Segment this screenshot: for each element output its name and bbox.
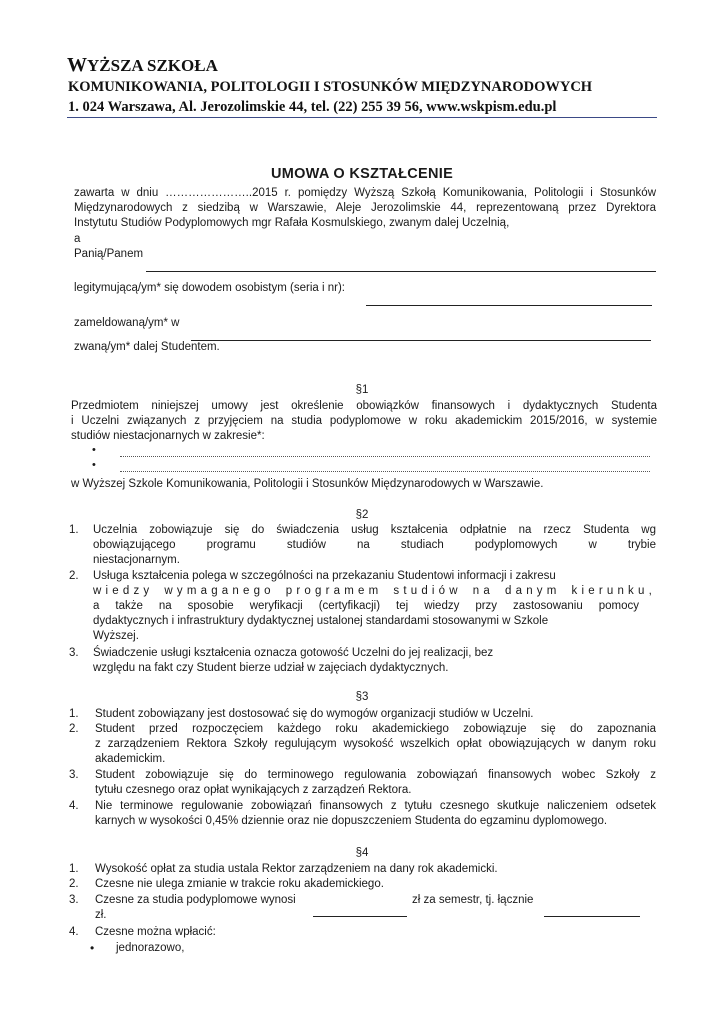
section-3-item-3-line-1: Student zobowiązuje się do terminowego regulowania zobowiązań finansowych wobec Szkoły z <box>95 769 656 781</box>
scope-field-2[interactable] <box>120 470 650 472</box>
intro-line-3: Instytutu Studiów Podyplomowych mgr Rafała Kosmulskiego, zwanym dalej Uczelnią, <box>74 217 510 229</box>
scope-field-1[interactable] <box>120 455 650 457</box>
intro-line-1: zawarta w dniu …………………..2015 r. pomiędzy Wyższą Szkołą Komunikowania, Politologii i Stosunków <box>74 187 656 199</box>
section-2-item-3-line-1: Świadczenie usługi kształcenia oznacza gotowość Uczelni do jej realizacji, bez <box>93 647 494 659</box>
section-3-item-1-line-1: Student zobowiązany jest dostosować się do wymogów organizacji studiów w Uczelni. <box>95 708 534 720</box>
section-2-item-2-line-5: Wyższej. <box>93 630 139 642</box>
section-4-item-1: Wysokość opłat za studia ustala Rektor zarządzeniem na dany rok akademicki. <box>95 863 498 875</box>
section-1-closing: w Wyższej Szkole Komunikowania, Politologii i Stosunków Międzynarodowych w Warszawie. <box>71 478 544 490</box>
section-2-item-1-line-2: obowiązującego programu studiów na studiach podyplomowych w trybie <box>93 539 656 551</box>
section-3-item-4-line-1: Nie terminowe regulowanie zobowiązań finansowych z tytułu czesnego skutkuje naliczeniem odsetek <box>95 800 656 812</box>
section-3-item-4-line-2: karnych w wysokości 0,45% dziennie oraz nie dopuszczeniem Studenta do egzaminu dyplomowego. <box>95 815 608 827</box>
section-2-item-2-line-3: a także na sposobie weryfikacji (certyfikacji) tej wiedzy przy zastosowaniu pomocy <box>93 600 639 612</box>
scope-bullet-1: • <box>92 444 96 456</box>
section-1-line-3: studiów niestacjonarnych w zakresie*: <box>71 430 265 442</box>
tuition-semester-label: zł za semestr, tj. łącznie <box>412 894 534 906</box>
party-name-field[interactable] <box>146 260 656 272</box>
section-1-line-2: i Uczelni związanych z przyjęciem na studia podyplomowe w roku akademickim 2015/2016, w systemie <box>71 415 657 427</box>
school-address: 1. 024 Warszawa, Al. Jerozolimskie 44, tel. (22) 255 39 56, www.wskpism.edu.pl <box>68 99 557 115</box>
section-2-item-1-line-1: Uczelnia zobowiązuje się do świadczenia usług kształcenia odpłatnie na rzecz Studenta wg <box>93 524 656 536</box>
section-4-item-4: Czesne można wpłacić: <box>95 926 216 938</box>
party-name-label: Panią/Panem <box>74 248 144 260</box>
section-3-item-2-number: 2. <box>69 723 79 735</box>
section-2-item-1-line-3: niestacjonarnym. <box>93 554 180 566</box>
section-4-item-1-number: 1. <box>69 863 79 875</box>
section-2-item-1-number: 1. <box>69 524 79 536</box>
intro-line-2: Międzynarodowych z siedzibą w Warszawie, Aleje Jerozolimskie 44, reprezentowaną przez Dyrektora <box>74 202 656 214</box>
school-name-rest: YŻSZA SZKOŁA <box>87 56 218 75</box>
section-3-item-1-number: 1. <box>69 708 79 720</box>
school-name-initial: W <box>67 54 87 76</box>
section-1-line-1: Przedmiotem niniejszej umowy jest określenie obowiązków finansowych i dydaktycznych Studenta <box>71 400 657 412</box>
payment-bullet: • <box>90 941 95 955</box>
letterhead <box>67 54 657 117</box>
section-4-item-3-number: 3. <box>69 894 79 906</box>
section-2-heading: §2 <box>355 509 369 521</box>
section-2-item-2-number: 2. <box>69 570 79 582</box>
tuition-amount-label: Czesne za studia podyplomowe wynosi <box>95 894 296 906</box>
section-3-item-2-line-3: akademickim. <box>95 753 166 765</box>
section-3-item-3-number: 3. <box>69 769 79 781</box>
section-4-item-2-number: 2. <box>69 878 79 890</box>
id-document-field[interactable] <box>366 294 652 306</box>
section-3-heading: §3 <box>355 691 369 703</box>
document-title: UMOWA O KSZTAŁCENIE <box>270 166 454 182</box>
section-2-item-3-line-2: względu na fakt czy Student bierze udział w zajęciach dydaktycznych. <box>93 662 449 674</box>
section-2-item-2-line-1: Usługa kształcenia polega w szczególności na przekazaniu Studentowi informacji i zakresu <box>93 570 556 582</box>
section-2-item-3-number: 3. <box>69 647 79 659</box>
tuition-semester-field[interactable] <box>313 905 407 917</box>
section-3-item-3-line-2: tytułu czesnego oraz opłat wynikających z zarządzeń Rektora. <box>95 784 412 796</box>
scope-bullet-2: • <box>92 459 96 471</box>
residence-label: zameldowaną/ym* w <box>74 317 180 329</box>
section-1-heading: §1 <box>355 384 369 396</box>
header-divider <box>67 117 657 118</box>
tuition-total-field[interactable] <box>544 905 640 917</box>
section-3-item-2-line-1: Student przed rozpoczęciem każdego roku akademickiego zobowiązuje się do zapoznania <box>95 723 656 735</box>
section-4-heading: §4 <box>355 847 369 859</box>
school-name-line2: KOMUNIKOWANIA, POLITOLOGII I STOSUNKÓW MIĘDZYNARODOWYCH <box>68 79 593 95</box>
id-document-label: legitymującą/ym* się dowodem osobistym (seria i nr): <box>74 282 345 294</box>
section-3-item-2-line-2: z zarządzeniem Rektora Szkoły regulującym wysokość wszelkich opłat obowiązujących w danym roku <box>95 738 656 750</box>
residence-field[interactable] <box>191 329 651 341</box>
section-2-item-2-line-2: wiedzy wymaganego programem studiów na danym kierunku, <box>93 585 656 597</box>
student-designation: zwaną/ym* dalej Studentem. <box>74 341 220 353</box>
section-4-item-2: Czesne nie ulega zmianie w trakcie roku akademickiego. <box>95 878 384 890</box>
intro-a: a <box>74 233 81 245</box>
school-name <box>67 54 657 77</box>
section-3-item-4-number: 4. <box>69 800 79 812</box>
section-2-item-2-line-4: dydaktycznych i infrastruktury dydaktycznej ustalonej standardami stosowanymi w Szkole <box>93 615 549 627</box>
section-4-item-4-number: 4. <box>69 926 79 938</box>
currency-label: zł. <box>95 909 107 921</box>
payment-option-single: jednorazowo, <box>116 942 185 954</box>
